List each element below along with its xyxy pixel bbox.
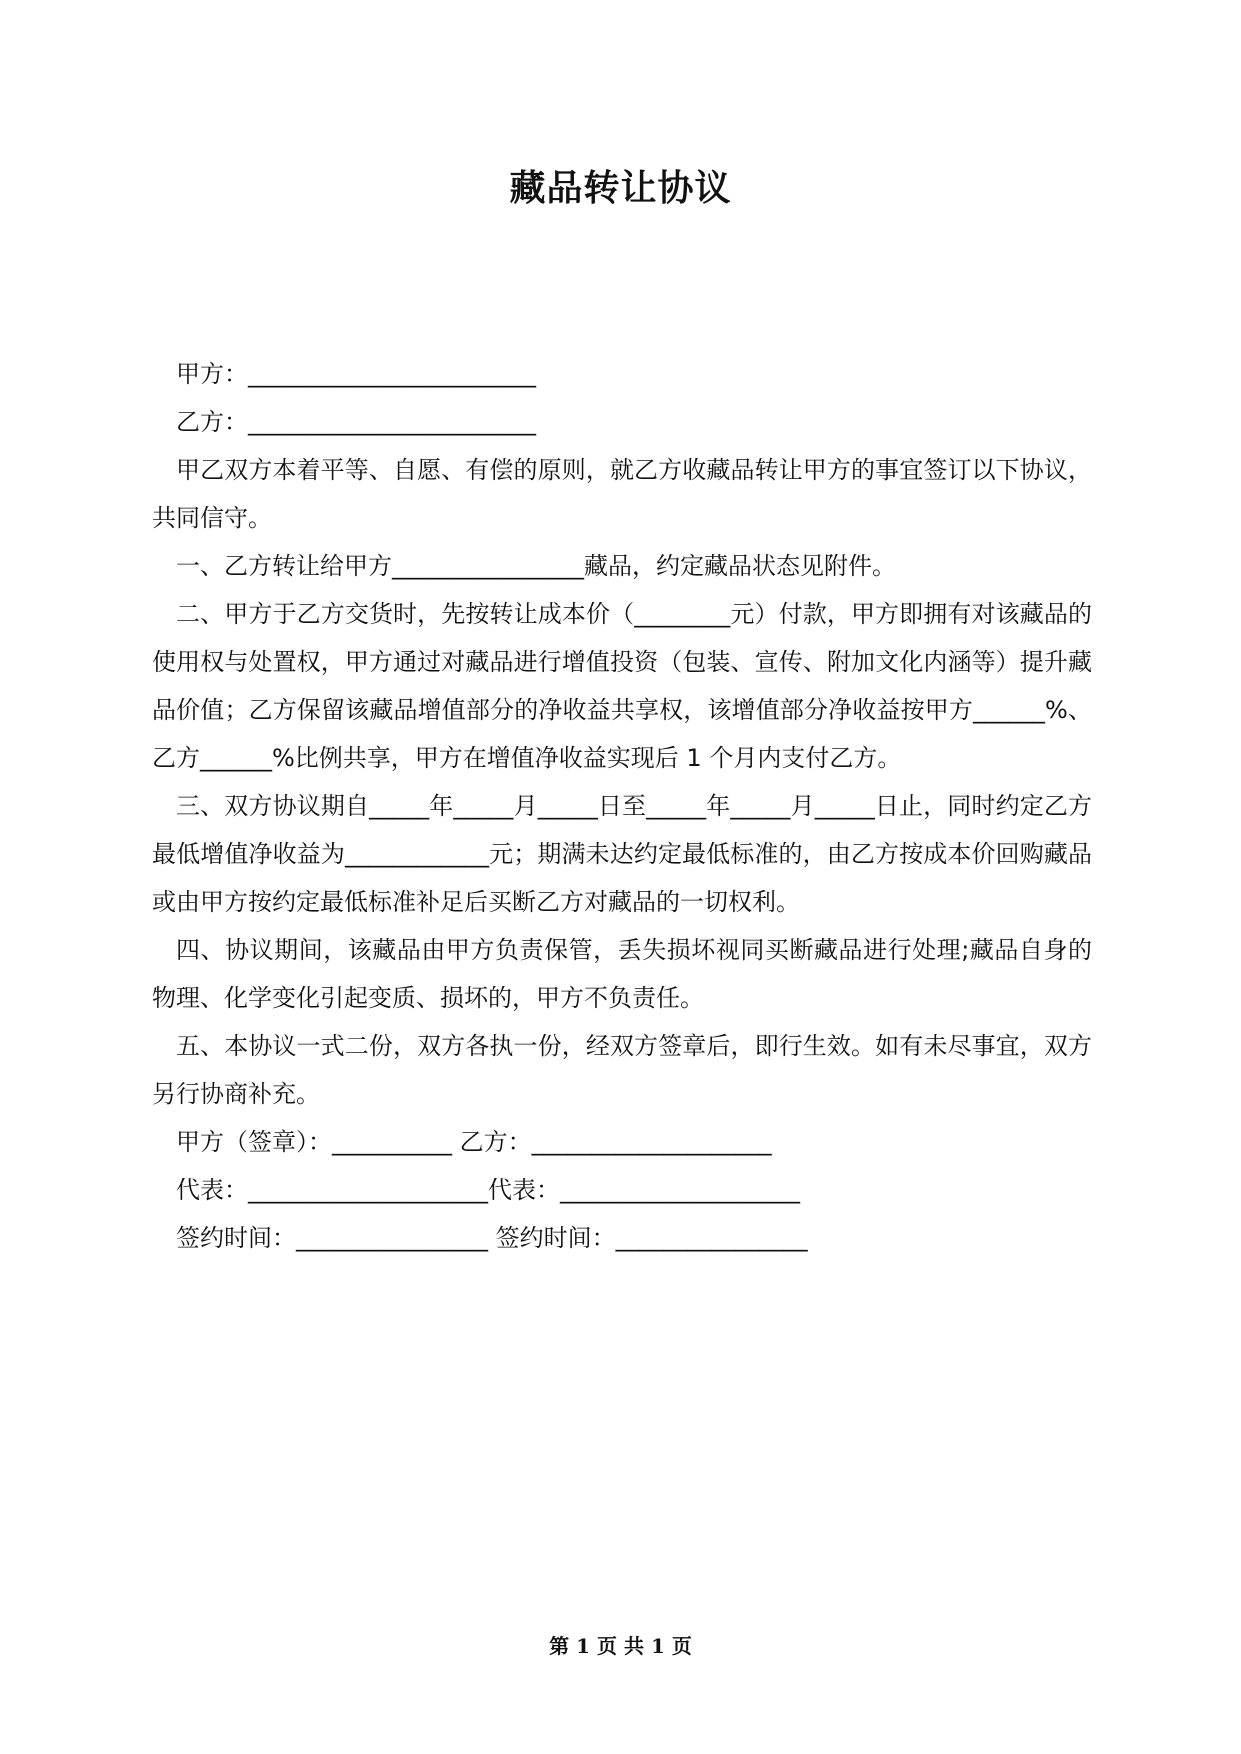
document-body [152,350,1092,1262]
intro-paragraph: 甲乙双方本着平等、自愿、有偿的原则，就乙方收藏品转让甲方的事宜签订以下协议，共同信守。 [152,456,1092,532]
party-b-line: 乙方：________________________ [176,408,536,436]
signature-line-2: 代表：____________________代表：____________________ [176,1176,800,1204]
document-title: 藏品转让协议 [509,168,732,209]
signature-line-1: 甲方（签章）：__________ 乙方：____________________ [176,1128,772,1156]
page-number: 第 1 页 共 1 页 [549,1634,692,1658]
clause-1: 一、乙方转让给甲方________________藏品，约定藏品状态见附件。 [176,552,896,580]
clause-2: 二、甲方于乙方交货时，先按转让成本价（________元）付款，甲方即拥有对该藏品的使用权与处置权，甲方通过对藏品进行增值投资（包装、宣传、附加文化内涵等）提升藏品价值；乙方保留该藏品增值部分的净收益共享权，该增值部分净收益按甲方______%、乙方______%比例共享，甲方在增值净收益实现后 1 个月内支付乙方。 [152,600,1092,772]
clause-5: 五、本协议一式二份，双方各执一份，经双方签章后，即行生效。如有未尽事宜，双方另行协商补充。 [152,1032,1092,1108]
clause-4: 四、协议期间，该藏品由甲方负责保管，丢失损坏视同买断藏品进行处理;藏品自身的物理、化学变化引起变质、损坏的，甲方不负责任。 [152,936,1092,1012]
clause-3: 三、双方协议期自_____年_____月_____日至_____年_____月_____日止，同时约定乙方最低增值净收益为____________元；期满未达约定最低标准的，由乙方按成本价回购藏品或由甲方按约定最低标准补足后买断乙方对藏品的一切权利。 [152,792,1092,916]
party-a-line: 甲方：________________________ [176,360,536,388]
signature-line-3: 签约时间：________________ 签约时间：________________ [176,1224,808,1252]
